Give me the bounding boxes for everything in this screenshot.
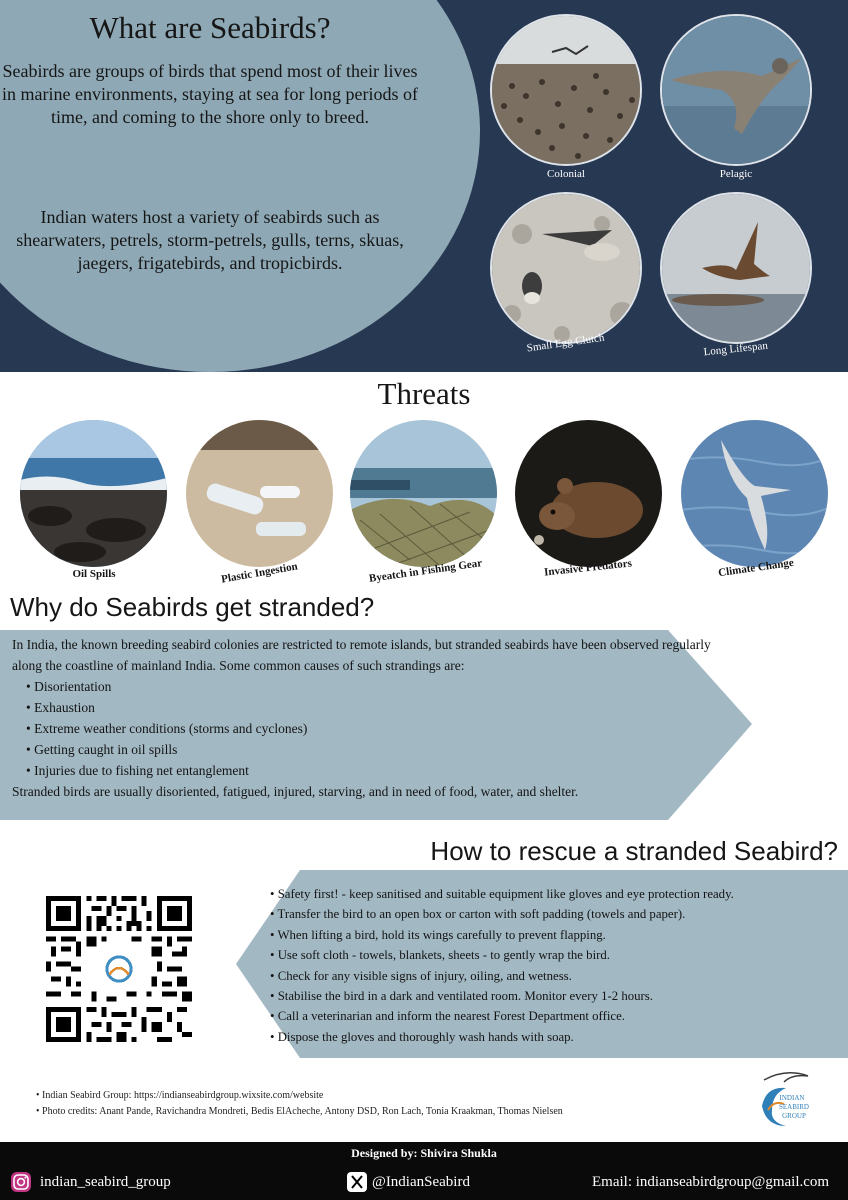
rescue-step: • Call a veterinarian and inform the nearest Forest Department office. — [270, 1006, 846, 1026]
colonial-photo — [490, 14, 642, 166]
threat-caption-bycatch: Byeatch in Fishing Gear — [368, 557, 483, 585]
contact-email[interactable]: Email: indianseabirdgroup@gmail.com — [592, 1174, 830, 1190]
about-paragraph-2: Indian waters host a variety of seabirds such as shearwaters, petrels, storm-petrels, gulls, terns, skuas, jaegers, frigatebirds, and tropicbirds. — [16, 207, 404, 273]
plastic-ingestion-photo — [186, 420, 333, 567]
stranded-content — [12, 634, 712, 802]
instagram-handle[interactable]: indian_seabird_group — [40, 1174, 171, 1190]
svg-text:SEABIRD: SEABIRD — [779, 1103, 809, 1111]
stranded-cause: • Disorientation — [26, 676, 712, 697]
rescue-step: • Dispose the gloves and thoroughly wash hands with soap. — [270, 1027, 846, 1047]
x-twitter-icon[interactable] — [346, 1171, 368, 1193]
rescue-step: • Use soft cloth - towels, blankets, sheets - to gently wrap the bird. — [270, 945, 846, 965]
bycatch-photo — [350, 420, 497, 567]
stranded-closing: Stranded birds are usually disoriented, fatigued, injured, starving, and in need of food, water, and shelter. — [12, 784, 579, 799]
logo-text: INDIAN — [779, 1094, 805, 1102]
stranded-cause: • Exhaustion — [26, 697, 712, 718]
oil-spills-photo — [20, 420, 167, 567]
trait-caption-colonial: Colonial — [547, 168, 585, 180]
stranded-causes-list — [26, 676, 712, 781]
threat-caption-bycatch-wrap — [354, 552, 498, 592]
climate-change-photo — [681, 420, 828, 567]
qr-code[interactable] — [46, 896, 192, 1042]
threats-title: Threats — [377, 376, 471, 411]
designed-by: Designed by: Shivira Shukla — [351, 1146, 497, 1160]
rescue-step: • Transfer the bird to an open box or carton with soft padding (towels and paper). — [270, 904, 846, 924]
stranded-cause: • Injuries due to fishing net entanglement — [26, 760, 712, 781]
threat-caption-invasive-predators: Invasive Predators — [543, 557, 633, 579]
rescue-steps-list — [270, 884, 846, 1047]
threat-caption-plastic-wrap — [198, 556, 322, 590]
about-title: What are Seabirds? — [89, 10, 331, 45]
stranded-title: Why do Seabirds get stranded? — [10, 592, 375, 622]
svg-text:GROUP: GROUP — [782, 1112, 806, 1120]
threat-caption-plastic-ingestion: Plastic Ingestion — [220, 560, 299, 586]
pelagic-photo — [660, 14, 812, 166]
stranded-cause: • Extreme weather conditions (storms and cyclones) — [26, 718, 712, 739]
rescue-step: • Check for any visible signs of injury, oiling, and wetness. — [270, 966, 846, 986]
small-egg-clutch-photo — [490, 192, 642, 344]
stranded-intro: In India, the known breeding seabird colonies are restricted to remote islands, but stranded seabirds have been observed regularly along the coastline of mainland India. Some common causes of such strandings are: — [12, 637, 711, 673]
long-lifespan-photo — [660, 192, 812, 344]
threat-caption-climate-change: Climate Change — [717, 556, 795, 580]
rescue-step: • Stabilise the bird in a dark and ventilated room. Monitor every 1-2 hours. — [270, 986, 846, 1006]
invasive-predators-photo — [515, 420, 662, 567]
instagram-icon[interactable] — [10, 1171, 32, 1193]
trait-caption-small-egg-clutch: Small Egg Clutch — [526, 331, 606, 355]
indian-seabird-group-logo — [756, 1066, 814, 1132]
photo-credits-note: • Photo credits: Anant Pande, Ravichandra Mondreti, Bedis ElAcheche, Antony DSD, Ron Lach, Tonia Kraakman, Thomas Nielsen — [36, 1104, 563, 1120]
stranded-cause: • Getting caught in oil spills — [26, 739, 712, 760]
about-paragraph-1: Seabirds are groups of birds that spend most of their lives in marine environments, staying at sea for long periods of time, and coming to the shore only to breed. — [2, 61, 418, 127]
trait-caption-long-lifespan-wrap — [676, 328, 796, 364]
about-background-circle — [0, 0, 480, 372]
footer-notes — [36, 1088, 563, 1120]
website-note[interactable]: • Indian Seabird Group: https://indianseabirdgroup.wixsite.com/website — [36, 1088, 563, 1104]
twitter-handle[interactable]: @IndianSeabird — [372, 1174, 470, 1190]
trait-caption-small-egg-clutch-wrap — [506, 328, 626, 364]
rescue-step: • Safety first! - keep sanitised and suitable equipment like gloves and eye protection ready. — [270, 884, 846, 904]
trait-caption-pelagic: Pelagic — [719, 168, 753, 180]
rescue-step: • When lifting a bird, hold its wings carefully to prevent flapping. — [270, 925, 846, 945]
threat-caption-oil-spills: Oil Spills — [72, 568, 116, 580]
rescue-title: How to rescue a stranded Seabird? — [430, 836, 838, 866]
trait-caption-long-lifespan: Long Lifespan — [703, 339, 769, 359]
